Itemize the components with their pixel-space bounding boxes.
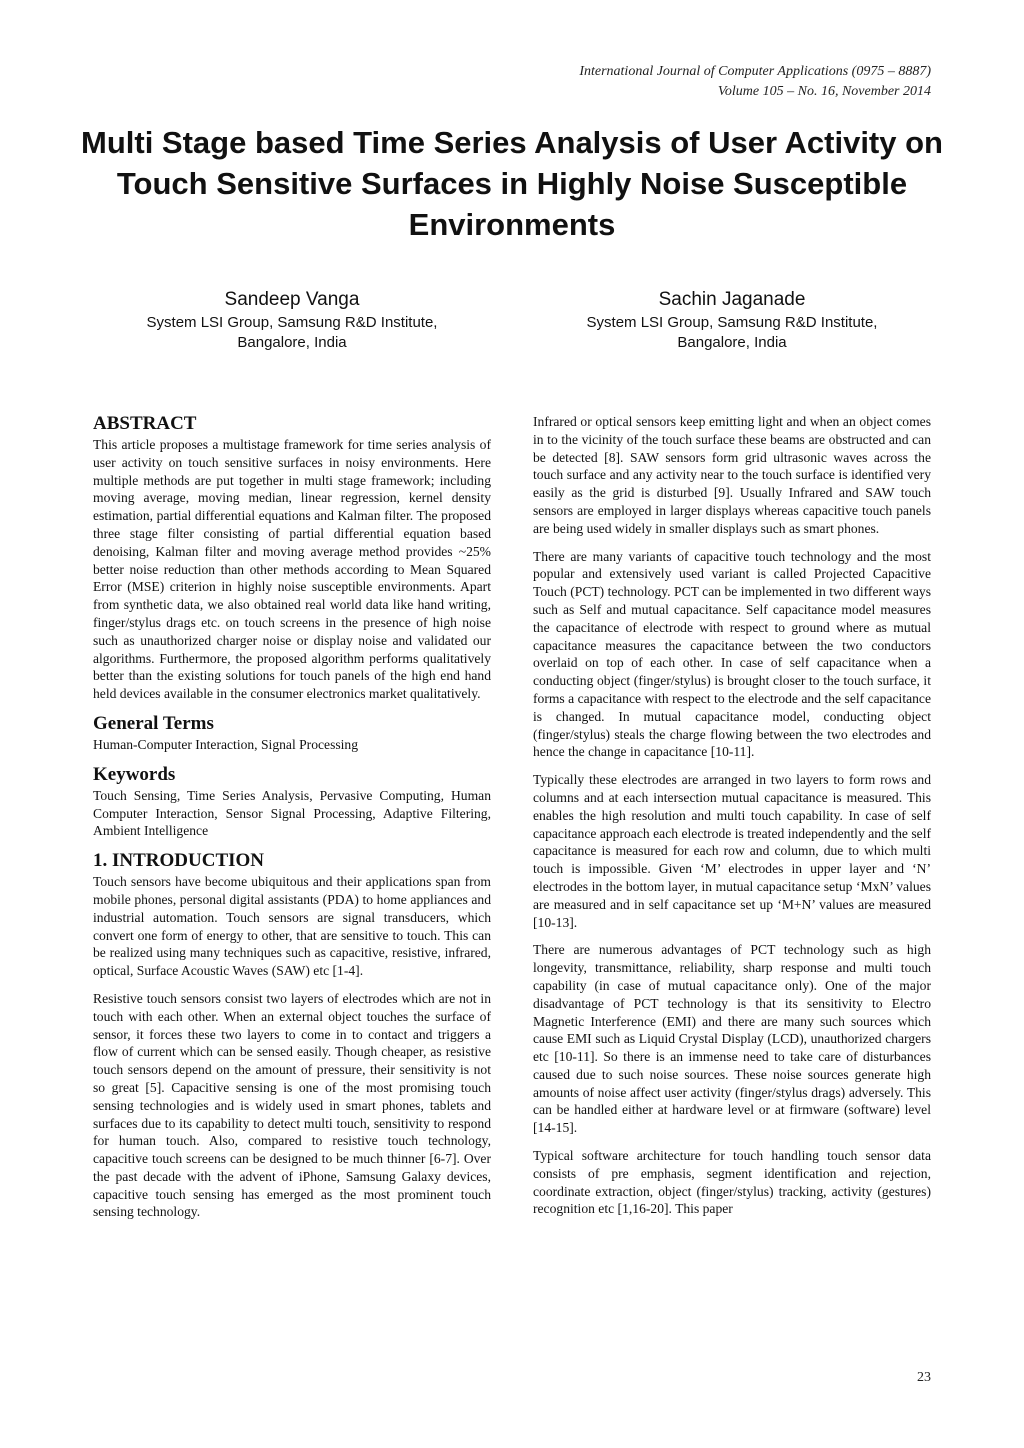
author-affiliation: System LSI Group, Samsung R&D Institute, (586, 314, 878, 331)
page-number: 23 (917, 1370, 931, 1385)
general-terms-text: Human-Computer Interaction, Signal Processing (93, 736, 359, 752)
paper-title: Multi Stage based Time Series Analysis of User Activity on Touch Sensitive Surfaces in Highly Noise Susceptible Environments (81, 125, 943, 242)
introduction-section (93, 850, 491, 1221)
abstract-text: This article proposes a multistage framework for time series analysis of user activity on touch sensitive surfaces in noisy environments. Here multiple methods are put together in multi stage framework; including moving average, moving median, linear regression, kernel density estimation, partial differential equations and Kalman filter. The proposed three stage filter consisting of partial differential equation based denoising, Kalman filter and moving average method provides ~25% better noise reduction than other methods according to Mean Squared Error (MSE) criterion in highly noise susceptible environments. Apart from synthetic data, we also obtained real world data like hand writing, finger/stylus drags etc. on touch screens in the presence of high noise such as unauthorized charger noise or display noise and validated our algorithms. Furthermore, the proposed algorithm performs qualitatively better than the existing solutions for touch panels of the high end hand held devices available in the consumer electronics market qualitatively. (93, 437, 491, 702)
right-column (533, 413, 931, 1228)
author-location: Bangalore, India (677, 334, 787, 351)
keywords-text: Touch Sensing, Time Series Analysis, Pervasive Computing, Human Computer Interaction, Sensor Signal Processing, Adaptive Filtering, Ambient Intelligence (93, 787, 491, 839)
journal-volume: Volume 105 – No. 16, November 2014 (717, 84, 931, 99)
paragraph: Infrared or optical sensors keep emitting light and when an object comes in to the vicinity of the touch surface these beams are obstructed and can be detected [8]. SAW sensors form grid ultrasonic waves across the touch surface and any activity near to the touch surface is identified very easily as the grid is disturbed [9]. Usually Infrared and SAW touch sensors are employed in larger displays whereas capacitive touch panels are being used widely in smaller displays such as smart phones. (533, 414, 931, 536)
journal-name: International Journal of Computer Applications (0975 – 8887) (579, 64, 931, 79)
paragraph: There are many variants of capacitive touch technology and the most popular and extensively used variant is called Projected Capacitive Touch (PCT) technology. PCT can be implemented in two different ways such as Self and mutual capacitance. Self capacitance model measures the capacitance of electrode with respect to ground where as mutual capacitance measures the capacitance between the two conductors overlaid on top of each other. In case of self capacitance when a conducting object (finger/stylus) is brought closer to the touch surface, it forms a capacitance with respect to the electrode and the self capacitance is changed. In mutual capacitance model, conducting object (finger/stylus) steals the charge flowing between the two electrodes and hence the change in capacitance [10-11]. (533, 548, 931, 760)
paragraph: There are numerous advantages of PCT technology such as high longevity, transmittance, reliability, sharp response and multi touch capability (in case of mutual capacitance only). One of the major disadvantage of PCT technology is that its sensitivity to Electro Magnetic Interference (EMI) and there are many such sources which cause EMI such as Liquid Crystal Display (LCD), unauthorized chargers etc [10-11]. So there is an immense need to take care of disturbances caused due to such noise sources. These noise sources generate high amounts of noise affect user activity (finger/stylus drags) adversely. This can be handled either at hardware level or at firmware (software) level [14-15]. (533, 942, 931, 1136)
paragraph: Typical software architecture for touch handling touch sensor data consists of pre emphasis, segment identification and rejection, coordinate extraction, object (finger/stylus) tracking, activity (gestures) recognition etc [1,16-20]. This paper (533, 1148, 931, 1217)
paragraph: Touch sensors have become ubiquitous and their applications span from mobile phones, personal digital assistants (PDA) to home appliances and industrial automation. Touch sensors are signal transducers, which convert one form of energy to other, that are sensitive to touch. This can be realized using many techniques such as capacitive, resistive, infrared, optical, Surface Acoustic Waves (SAW) etc [1-4]. (93, 874, 491, 979)
paragraph: Resistive touch sensors consist two layers of electrodes which are not in touch with each other. When an external object touches the surface of sensor, it forces these two layers to come in to contact and triggers a flow of current which can be sensed easily. Though cheaper, as resistive touch sensors depend on the amount of pressure, their sensitivity is not so great [5]. Capacitive sensing is one of the most promising touch sensing technologies and is widely used in smart phones, tablets and surfaces due to its capability to detect multi touch, sensitivity to respond for human touch. Also, compared to resistive touch technology, capacitive touch screens can be designed to be much thinner [6-7]. Over the past decade with the advent of iPhone, Samsung Galaxy devices, capacitive touch sensing has emerged as the most prominent touch sensing technology. (93, 990, 491, 1220)
author-name: Sachin Jaganade (658, 289, 806, 310)
keywords-section (93, 764, 491, 840)
abstract-section (93, 413, 491, 703)
author-location: Bangalore, India (237, 334, 347, 351)
keywords-heading: Keywords (93, 763, 176, 785)
journal-header (579, 62, 931, 102)
introduction-heading: 1. INTRODUCTION (93, 850, 265, 872)
author-affiliation: System LSI Group, Samsung R&D Institute, (146, 314, 438, 331)
abstract-heading: ABSTRACT (93, 413, 197, 434)
general-terms-section (93, 713, 491, 754)
left-column (93, 413, 491, 1231)
paragraph: Typically these electrodes are arranged in two layers to form rows and columns and at each intersection mutual capacitance is measured. This enables the high resolution and multi touch capability. In case of self capacitance approach each electrode is treated independently and the self capacitance is measured for each row and column, due to which multi touch is impossible. Given ‘M’ electrodes in upper layer and ‘N’ electrodes in the bottom layer, in mutual capacitance setup ‘MxN’ values are measured and in self capacitance set up ‘M+N’ values are measured [10-13]. (533, 772, 931, 930)
author-block (92, 287, 492, 353)
author-block (532, 287, 932, 353)
general-terms-heading: General Terms (93, 712, 214, 734)
author-name: Sandeep Vanga (224, 289, 360, 310)
